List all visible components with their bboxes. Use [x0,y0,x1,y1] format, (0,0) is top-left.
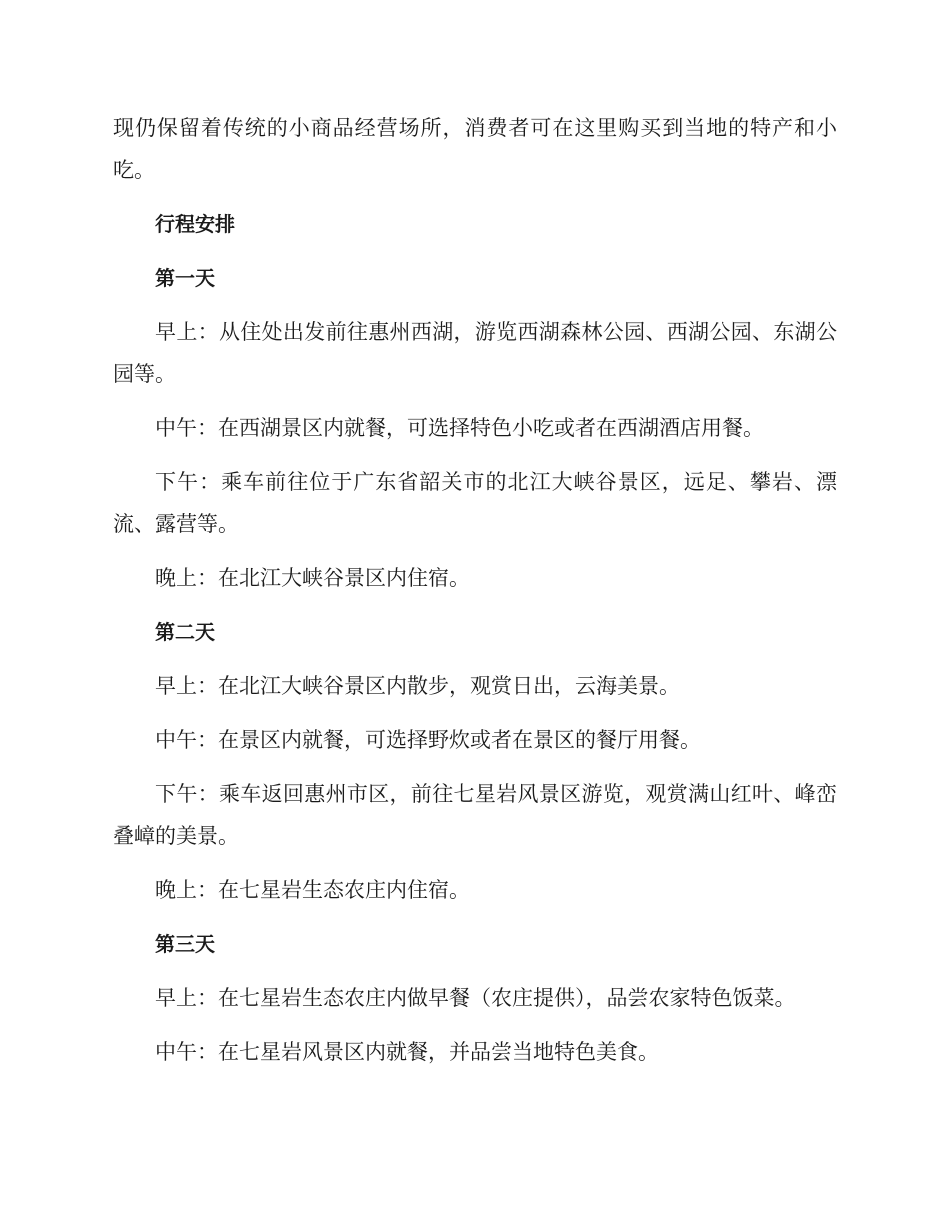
paragraph-intro-continuation: 现仍保留着传统的小商品经营场所，消费者可在这里购买到当地的特产和小吃。 [113,116,837,182]
heading-itinerary: 行程安排 [155,212,235,236]
heading-day-2: 第二天 [155,620,215,644]
paragraph-day1-evening: 晚上：在北江大峡谷景区内住宿。 [155,566,470,590]
paragraph-day2-afternoon: 下午：乘车返回惠州市区，前往七星岩风景区游览，观赏满山红叶、峰峦叠嶂的美景。 [113,782,837,848]
paragraph-day1-noon: 中午：在西湖景区内就餐，可选择特色小吃或者在西湖酒店用餐。 [155,416,764,440]
heading-day-1: 第一天 [155,266,215,290]
paragraph-day1-afternoon: 下午：乘车前往位于广东省韶关市的北江大峡谷景区，远足、攀岩、漂流、露营等。 [113,470,837,536]
paragraph-day2-noon: 中午：在景区内就餐，可选择野炊或者在景区的餐厅用餐。 [155,728,701,752]
paragraph-day1-morning: 早上：从住处出发前往惠州西湖，游览西湖森林公园、西湖公园、东湖公园等。 [113,320,837,386]
heading-day-3: 第三天 [155,932,215,956]
paragraph-day3-morning: 早上：在七星岩生态农庄内做早餐（农庄提供），品尝农家特色饭菜。 [155,986,796,1010]
paragraph-day3-noon: 中午：在七星岩风景区内就餐，并品尝当地特色美食。 [155,1040,659,1064]
paragraph-day2-morning: 早上：在北江大峡谷景区内散步，观赏日出，云海美景。 [155,674,680,698]
paragraph-day2-evening: 晚上：在七星岩生态农庄内住宿。 [155,878,470,902]
document-body [113,107,837,1085]
